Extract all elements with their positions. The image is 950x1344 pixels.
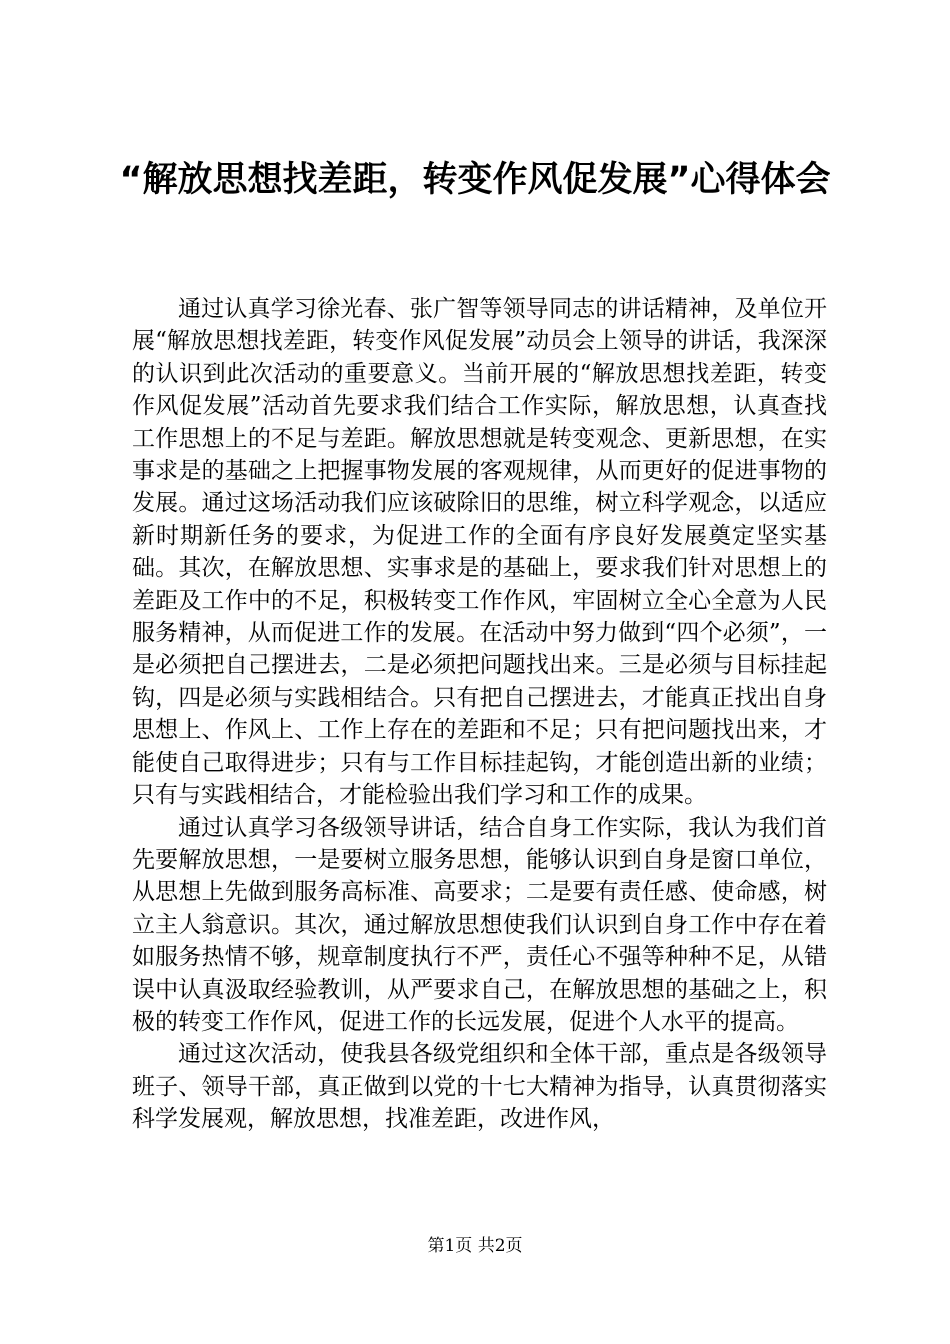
paragraph-2: 通过认真学习各级领导讲话，结合自身工作实际，我认为我们首先要解放思想，一是要树立服务思想，能够认识到自身是窗口单位，从思想上先做到服务高标准、高要求；二是要有责任感、使命感，树立主人翁意识。其次，通过解放思想使我们认识到自身工作中存在着如服务热情不够，规章制度执行不严，责任心不强等种种不足，从错误中认真汲取经验教训，从严要求自己，在解放思想的基础之上，积极的转变工作作风，促进工作的长远发展，促进个人水平的提高。 (132, 814, 827, 1035)
document-title: “解放思想找差距，转变作风促发展”心得体会 (119, 160, 831, 200)
paragraph-1: 通过认真学习徐光春、张广智等领导同志的讲话精神，及单位开展“解放思想找差距，转变作风促发展”动员会上领导的讲话，我深深的认识到此次活动的重要意义。当前开展的“解放思想找差距，转变作风促发展”活动首先要求我们结合工作实际，解放思想，认真查找工作思想上的不足与差距。解放思想就是转变观念、更新思想，在实事求是的基础之上把握事物发展的客观规律，从而更好的促进事物的发展。通过这场活动我们应该破除旧的思维，树立科学观念，以适应新时期新任务的要求，为促进工作的全面有序良好发展奠定坚实基础。其次，在解放思想、实事求是的基础上，要求我们针对思想上的差距及工作中的不足，积极转变工作作风，牢固树立全心全意为人民服务精神，从而促进工作的发展。在活动中努力做到“四个必须”，一是必须把自己摆进去，二是必须把问题找出来。三是必须与目标挂起钩，四是必须与实践相结合。只有把自己摆进去，才能真正找出自身思想上、作风上、工作上存在的差距和不足；只有把问题找出来，才能使自己取得进步；只有与工作目标挂起钩，才能创造出新的业绩；只有与实践相结合，才能检验出我们学习和工作的成果。 (132, 296, 827, 809)
paragraph-3: 通过这次活动，使我县各级党组织和全体干部，重点是各级领导班子、领导干部，真正做到以党的十七大精神为指导，认真贯彻落实科学发展观，解放思想，找准差距，改进作风， (132, 1041, 827, 1133)
page-footer: 第1页 共2页 (427, 1236, 523, 1256)
document-body (132, 293, 827, 1136)
